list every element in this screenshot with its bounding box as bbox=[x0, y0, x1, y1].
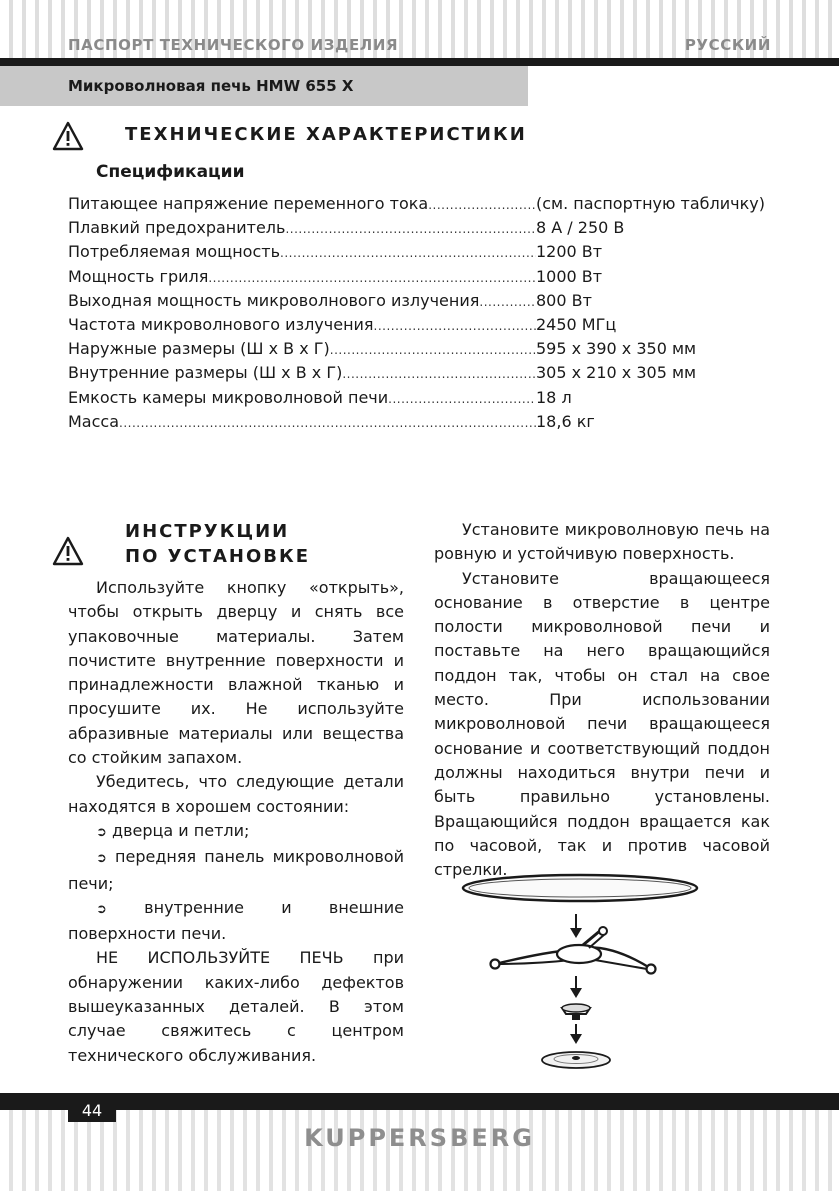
spec-value: 8 А / 250 В bbox=[536, 218, 625, 238]
spec-value: 1200 Вт bbox=[536, 242, 603, 262]
glass-tray bbox=[463, 875, 697, 901]
spec-label: Питающее напряжение переменного тока bbox=[68, 194, 429, 213]
page-number: 44 bbox=[68, 1098, 116, 1122]
warning-icon bbox=[52, 536, 84, 566]
install-left-column bbox=[68, 576, 404, 1068]
spec-label: Внутренние размеры (Ш х В х Г) bbox=[68, 363, 343, 383]
spec-row bbox=[68, 361, 768, 385]
footer-rule bbox=[0, 1093, 839, 1110]
spec-label: Масса bbox=[68, 411, 120, 431]
warning-icon bbox=[52, 121, 84, 151]
spec-row bbox=[68, 386, 768, 410]
list-item-text: внутренние и внешние поверхности печи. bbox=[68, 897, 404, 944]
spec-label: Частота микроволнового излучения bbox=[68, 314, 374, 334]
spec-row bbox=[68, 265, 768, 289]
down-arrow-icon bbox=[570, 1024, 582, 1044]
product-name: Микроволновая печь HMW 655 X bbox=[68, 77, 354, 95]
spec-value: (см. паспортную табличку) bbox=[536, 194, 765, 213]
spec-value: 800 Вт bbox=[536, 290, 592, 310]
install-paragraph: Используйте кнопку «открыть», чтобы открыть дверцу и снять все упаковочные материалы. Затем почистите внутренние поверхности и принадлежности влажной тканью и просушите их. Не используйте абразивные материалы или вещества со стойким запахом. bbox=[68, 578, 404, 768]
install-paragraph: Установите вращающееся основание в отверстие в центре полости микроволновой печи и поставьте на него вращающийся поддон так, чтобы он стал на свое место. При использовании микроволновой печи вращающееся основание и соответствующий поддон должны находиться внутри печи и быть правильно установлены. Вращающийся поддон вращается как по часовой, так и против часовой стрелки. bbox=[434, 568, 770, 880]
document-type-label: ПАСПОРТ ТЕХНИЧЕСКОГО ИЗДЕЛИЯ bbox=[68, 36, 399, 54]
install-paragraph: Убедитесь, что следующие детали находятся в хорошем состоянии: bbox=[68, 772, 404, 816]
roller-ring bbox=[491, 927, 656, 974]
spec-row bbox=[68, 192, 768, 216]
spec-row bbox=[68, 216, 768, 240]
spec-label: Мощность гриля bbox=[68, 266, 209, 286]
spec-row bbox=[68, 240, 768, 264]
spec-value: 18 л bbox=[536, 387, 572, 407]
install-paragraph: Установите микроволновую печь на ровную и устойчивую поверхность. bbox=[434, 520, 770, 564]
arrow-bullet-icon: ➲ bbox=[96, 851, 107, 867]
motor-shaft-plate bbox=[542, 1052, 610, 1068]
spec-value: 305 х 210 х 305 мм bbox=[536, 363, 697, 383]
down-arrow-icon bbox=[570, 976, 582, 998]
install-paragraph: НЕ ИСПОЛЬЗУЙТЕ ПЕЧЬ при обнаружении каких-либо дефектов вышеуказанных деталей. В этом случае свяжитесь с центром технического обслуживания. bbox=[68, 948, 404, 1065]
spec-row bbox=[68, 289, 768, 313]
spec-value: 1000 Вт bbox=[536, 266, 603, 286]
list-item bbox=[68, 845, 404, 896]
arrow-bullet-icon: ➲ bbox=[96, 901, 107, 917]
install-title-line2: ПО УСТАНОВКЕ bbox=[125, 546, 311, 567]
header-rule bbox=[0, 58, 839, 66]
spec-label: Наружные размеры (Ш х В х Г) bbox=[68, 339, 330, 359]
list-item-text: передняя панель микроволновой печи; bbox=[68, 847, 404, 893]
list-item-text: дверца и петли; bbox=[112, 820, 250, 840]
language-label: РУССКИЙ bbox=[684, 36, 771, 54]
brand-logo: KUPPERSBERG bbox=[304, 1124, 535, 1152]
down-arrow-icon bbox=[570, 914, 582, 938]
spec-label: Выходная мощность микроволнового излучения bbox=[68, 290, 480, 310]
spec-list bbox=[68, 192, 768, 434]
spec-row bbox=[68, 313, 768, 337]
turntable-assembly-illustration bbox=[455, 868, 705, 1076]
spec-row bbox=[68, 337, 768, 361]
spec-value: 18,6 кг bbox=[536, 411, 595, 431]
specs-subtitle: Спецификации bbox=[96, 162, 245, 182]
install-title-line1: ИНСТРУКЦИИ bbox=[125, 521, 290, 542]
spec-label: Потребляемая мощность bbox=[68, 242, 281, 262]
coupler bbox=[562, 1004, 590, 1020]
spec-label: Плавкий предохранитель bbox=[68, 218, 286, 238]
spec-value: 595 х 390 х 350 мм bbox=[536, 339, 697, 359]
spec-row bbox=[68, 410, 768, 434]
tech-specs-title: ТЕХНИЧЕСКИЕ ХАРАКТЕРИСТИКИ bbox=[125, 124, 527, 145]
spec-label: Емкость камеры микроволновой печи bbox=[68, 387, 389, 407]
arrow-bullet-icon: ➲ bbox=[96, 824, 107, 840]
install-right-column bbox=[434, 518, 770, 882]
product-bar bbox=[0, 66, 528, 106]
spec-value: 2450 МГц bbox=[536, 314, 617, 334]
list-item bbox=[68, 896, 404, 947]
list-item bbox=[68, 819, 404, 845]
